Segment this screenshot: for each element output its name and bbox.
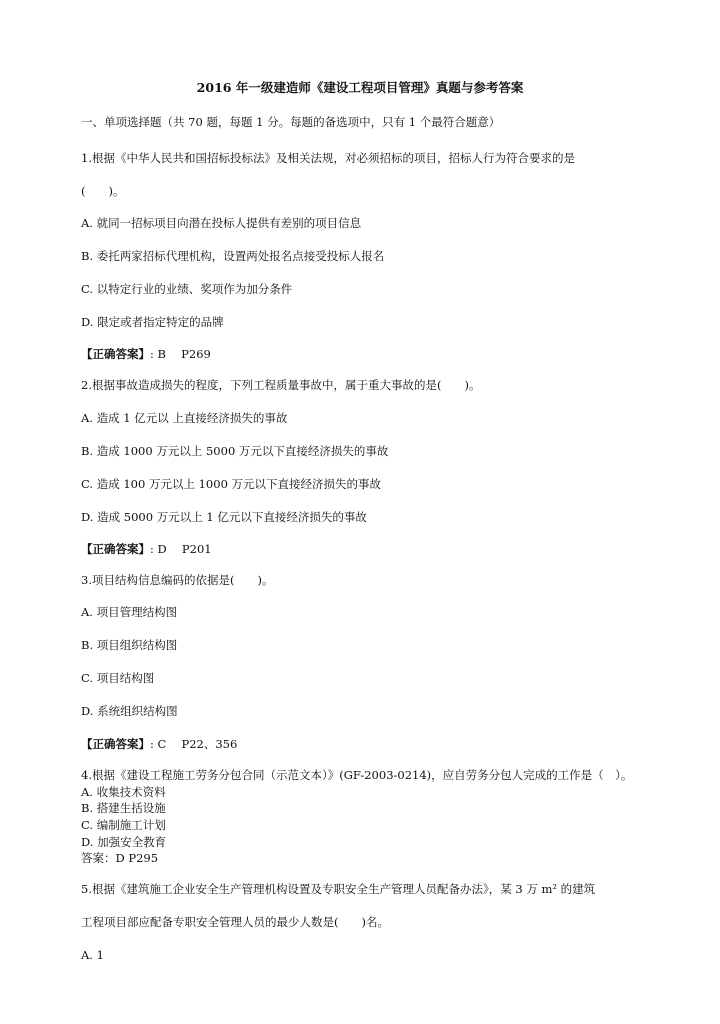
- question-4-stem: 4.根据《建设工程施工劳务分包合同（示范文本）》(GF-2003-0214)，应自劳务分包人完成的工作是（ ）。: [81, 768, 633, 782]
- question-4-option-a: A. 收集技术资料: [81, 785, 166, 799]
- answer-value: : B P269: [150, 347, 211, 361]
- answer-tag: 【正确答案】: [81, 737, 150, 751]
- question-3-option-b: B. 项目组织结构图: [81, 638, 178, 652]
- question-4-option-c: C. 编制施工计划: [81, 818, 166, 832]
- question-2-option-d: D. 造成 5000 万元以上 1 亿元以下直接经济损失的事故: [81, 510, 367, 524]
- section-heading: 一、单项选择题（共 70 题，每题 1 分。每题的备选项中，只有 1 个最符合题意）: [81, 115, 501, 129]
- question-2-option-c: C. 造成 100 万元以上 1000 万元以下直接经济损失的事故: [81, 477, 382, 491]
- question-1-stem-line-1: 1.根据《中华人民共和国招标投标法》及相关法规，对必须招标的项目，招标人行为符合要求的是: [81, 151, 575, 165]
- answer-value: : D P201: [150, 542, 212, 556]
- question-4-option-d: D. 加强安全教育: [81, 835, 167, 849]
- question-2-stem: 2.根据事故造成损失的程度，下列工程质量事故中，属于重大事故的是( )。: [81, 378, 481, 392]
- question-5-stem-line-1: 5.根据《建筑施工企业安全生产管理机构设置及专职安全生产管理人员配备办法》，某 3 万 m² 的建筑: [81, 882, 596, 896]
- question-2-option-a: A. 造成 1 亿元以 上直接经济损失的事故: [81, 411, 288, 425]
- answer-tag: 【正确答案】: [81, 347, 150, 361]
- document-title: 2016 年一级建造师《建设工程项目管理》真题与参考答案: [196, 80, 524, 95]
- question-2-answer: [81, 542, 212, 557]
- answer-value: : C P22、356: [150, 737, 238, 751]
- question-5-stem-line-2: 工程项目部应配备专职安全管理人员的最少人数是( )名。: [81, 915, 389, 929]
- question-3-option-a: A. 项目管理结构图: [81, 605, 178, 619]
- question-1-option-c: C. 以特定行业的业绩、奖项作为加分条件: [81, 282, 293, 296]
- question-2-option-b: B. 造成 1000 万元以上 5000 万元以下直接经济损失的事故: [81, 444, 389, 458]
- question-5-option-a: A. 1: [81, 948, 104, 962]
- question-3-stem: 3.项目结构信息编码的依据是( )。: [81, 573, 274, 587]
- question-3-option-c: C. 项目结构图: [81, 671, 155, 685]
- question-1-option-a: A. 就同一招标项目向潜在投标人提供有差别的项目信息: [81, 216, 362, 230]
- answer-tag: 【正确答案】: [81, 542, 150, 556]
- question-1-option-d: D. 限定或者指定特定的品牌: [81, 315, 224, 329]
- question-4-answer: 答案：D P295: [81, 851, 159, 865]
- question-1-option-b: B. 委托两家招标代理机构，设置两处报名点接受投标人报名: [81, 249, 385, 263]
- question-3-option-d: D. 系统组织结构图: [81, 704, 178, 718]
- question-3-answer: [81, 737, 237, 752]
- question-4-option-b: B. 搭建生括设施: [81, 801, 166, 815]
- question-1-answer: [81, 347, 211, 362]
- question-1-stem-line-2: ( )。: [81, 184, 125, 198]
